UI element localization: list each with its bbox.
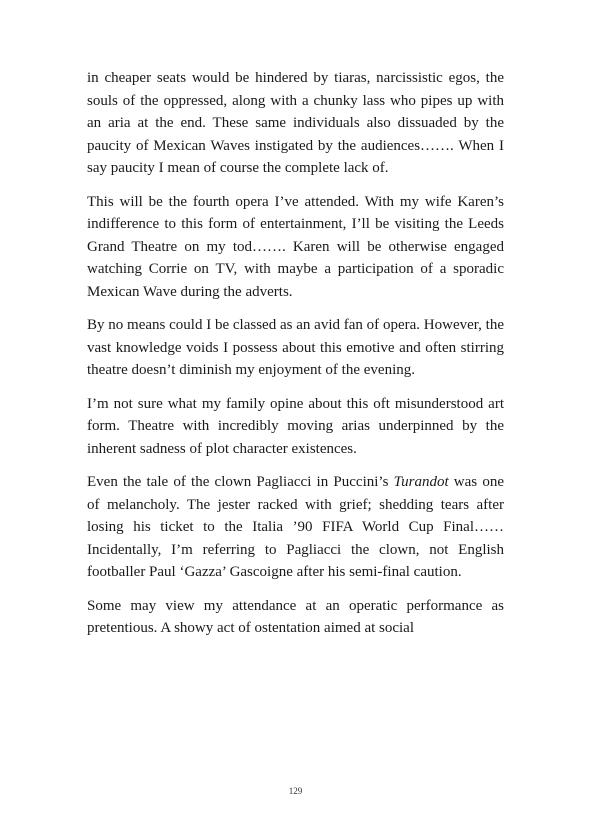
paragraph-5-before: Even the tale of the clown Pagliacci in Puccini’s xyxy=(87,474,394,490)
paragraph-5-after: was one of melancholy. The jester racked with grief; shedding tears after losing his ticket to the Italia ’90 FIFA World Cup Final…… Incidentally, I’m referring to Pagliacci the clown, not English footballer Paul ‘Gazza’ Gascoigne after his semi-final caution. xyxy=(87,474,504,580)
paragraph-1: in cheaper seats would be hindered by tiaras, narcissistic egos, the souls of the oppressed, along with a chunky lass who pipes up with an aria at the end. These same individuals also dissuaded by the paucity of Mexican Waves instigated by the audiences……. When I say paucity I mean of course the complete lack of. xyxy=(87,70,504,176)
paragraph-3: By no means could I be classed as an avid fan of opera. However, the vast knowledge voids I possess about this emotive and often stirring theatre doesn’t diminish my enjoyment of the evening. xyxy=(87,317,504,378)
body-text xyxy=(87,67,504,651)
paragraph-2: This will be the fourth opera I’ve attended. With my wife Karen’s indifference to this form of entertainment, I’ll be visiting the Leeds Grand Theatre on my tod……. Karen will be otherwise engaged watching Corrie on TV, with maybe a participation of a sporadic Mexican Wave during the adverts. xyxy=(87,193,504,300)
paragraph-4: I’m not sure what my family opine about this oft misunderstood art form. Theatre with incredibly moving arias underpinned by the inherent sadness of plot character existences. xyxy=(87,395,504,457)
page-number: 129 xyxy=(288,786,303,796)
opera-title-italic: Turandot xyxy=(393,474,449,490)
paragraph-6: Some may view my attendance at an operatic performance as pretentious. A showy act of ostentation aimed at social xyxy=(87,597,504,636)
paragraph-5 xyxy=(87,471,504,584)
